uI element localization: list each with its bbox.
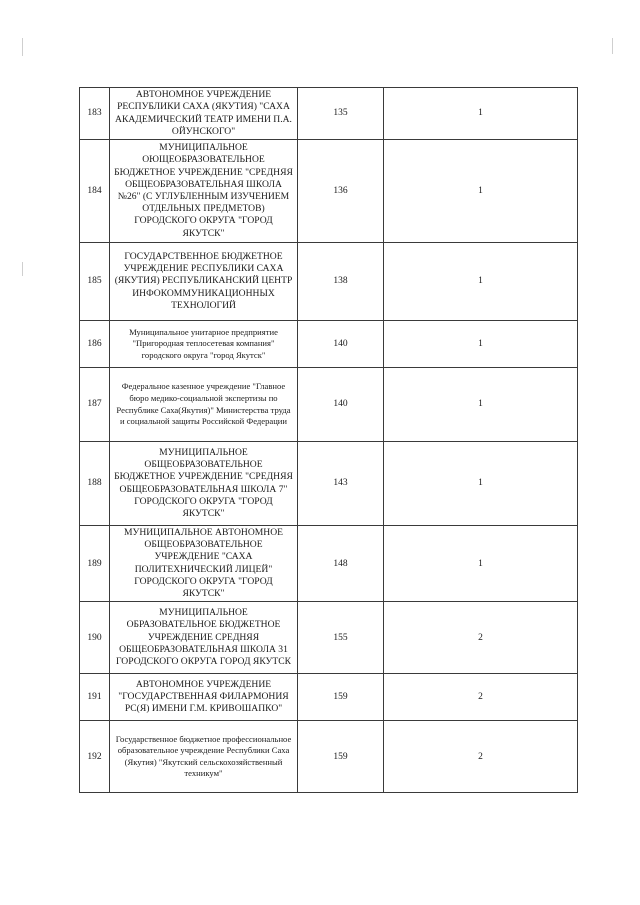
row-count: 2 [384,674,578,721]
organization-name: Федеральное казенное учреждение "Главное бюро медико-социальной экспертизы по Республике Саха(Якутия)" Министерства труда и социальной защиты Российской Федерации [110,368,298,442]
row-code: 135 [298,88,384,140]
row-code: 159 [298,721,384,793]
scan-edge-mark [612,38,613,54]
row-number: 191 [80,674,110,721]
row-count: 1 [384,321,578,368]
row-count: 1 [384,88,578,140]
organization-name: МУНИЦИПАЛЬНОЕ АВТОНОМНОЕ ОБЩЕОБРАЗОВАТЕЛЬНОЕ УЧРЕЖДЕНИЕ "САХА ПОЛИТЕХНИЧЕСКИЙ ЛИЦЕЙ" ГОРОДСКОГО ОКРУГА "ГОРОД ЯКУТСК" [110,526,298,602]
organization-name: МУНИЦИПАЛЬНОЕ ОБРАЗОВАТЕЛЬНОЕ БЮДЖЕТНОЕ УЧРЕЖДЕНИЕ СРЕДНЯЯ ОБЩЕОБРАЗОВАТЕЛЬНАЯ ШКОЛА 31 ГОРОДСКОГО ОКРУГА ГОРОД ЯКУТСК [110,602,298,674]
row-number: 189 [80,526,110,602]
row-number: 184 [80,140,110,243]
row-number: 190 [80,602,110,674]
table-row [80,526,578,602]
organization-name: МУНИЦИПАЛЬНОЕ ОБЩЕОБРАЗОВАТЕЛЬНОЕ БЮДЖЕТНОЕ УЧРЕЖДЕНИЕ "СРЕДНЯЯ ОБЩЕОБРАЗОВАТЕЛЬНАЯ ШКОЛА 7" ГОРОДСКОГО ОКРУГА "ГОРОД ЯКУТСК" [110,442,298,526]
row-count: 2 [384,721,578,793]
table-row [80,602,578,674]
row-number: 187 [80,368,110,442]
row-count: 1 [384,442,578,526]
scan-edge-mark [22,38,23,56]
row-code: 136 [298,140,384,243]
table-row [80,88,578,140]
row-code: 143 [298,442,384,526]
row-number: 183 [80,88,110,140]
organization-name: МУНИЦИПАЛЬНОЕ ОЮЩЕОБРАЗОВАТЕЛЬНОЕ БЮДЖЕТНОЕ УЧРЕЖДЕНИЕ "СРЕДНЯЯ ОБЩЕОБРАЗОВАТЕЛЬНАЯ ШКОЛА №26" (С УГЛУБЛЕННЫМ ИЗУЧЕНИЕМ ОТДЕЛЬНЫХ ПРЕДМЕТОВ) ГОРОДСКОГО ОКРУГА "ГОРОД ЯКУТСК" [110,140,298,243]
organization-name: Муниципальное унитарное предприятие "Пригородная теплосетевая компания" городского округа "город Якутск" [110,321,298,368]
table-row [80,321,578,368]
table-row [80,368,578,442]
row-code: 140 [298,368,384,442]
row-count: 1 [384,526,578,602]
row-number: 185 [80,243,110,321]
row-count: 1 [384,243,578,321]
organization-name: АВТОНОМНОЕ УЧРЕЖДЕНИЕ РЕСПУБЛИКИ САХА (ЯКУТИЯ) "САХА АКАДЕМИЧЕСКИЙ ТЕАТР ИМЕНИ П.А. ОЙУНСКОГО" [110,88,298,140]
row-count: 1 [384,368,578,442]
row-number: 192 [80,721,110,793]
row-code: 159 [298,674,384,721]
row-code: 155 [298,602,384,674]
row-number: 188 [80,442,110,526]
organizations-table-wrap [79,87,577,793]
table-row [80,243,578,321]
organization-name: АВТОНОМНОЕ УЧРЕЖДЕНИЕ "ГОСУДАРСТВЕННАЯ ФИЛАРМОНИЯ РС(Я) ИМЕНИ Г.М. КРИВОШАПКО" [110,674,298,721]
table-row [80,140,578,243]
table-row [80,442,578,526]
row-code: 140 [298,321,384,368]
scan-edge-mark [22,262,23,276]
row-code: 148 [298,526,384,602]
row-count: 1 [384,140,578,243]
row-count: 2 [384,602,578,674]
table-row [80,674,578,721]
row-code: 138 [298,243,384,321]
organizations-table [79,87,578,793]
table-row [80,721,578,793]
organization-name: Государственное бюджетное профессиональное образовательное учреждение Республики Саха (Якутия) "Якутский сельскохозяйственный техникум" [110,721,298,793]
organization-name: ГОСУДАРСТВЕННОЕ БЮДЖЕТНОЕ УЧРЕЖДЕНИЕ РЕСПУБЛИКИ САХА (ЯКУТИЯ) РЕСПУБЛИКАНСКИЙ ЦЕНТР ИНФОКОММУНИКАЦИОННЫХ ТЕХНОЛОГИЙ [110,243,298,321]
row-number: 186 [80,321,110,368]
